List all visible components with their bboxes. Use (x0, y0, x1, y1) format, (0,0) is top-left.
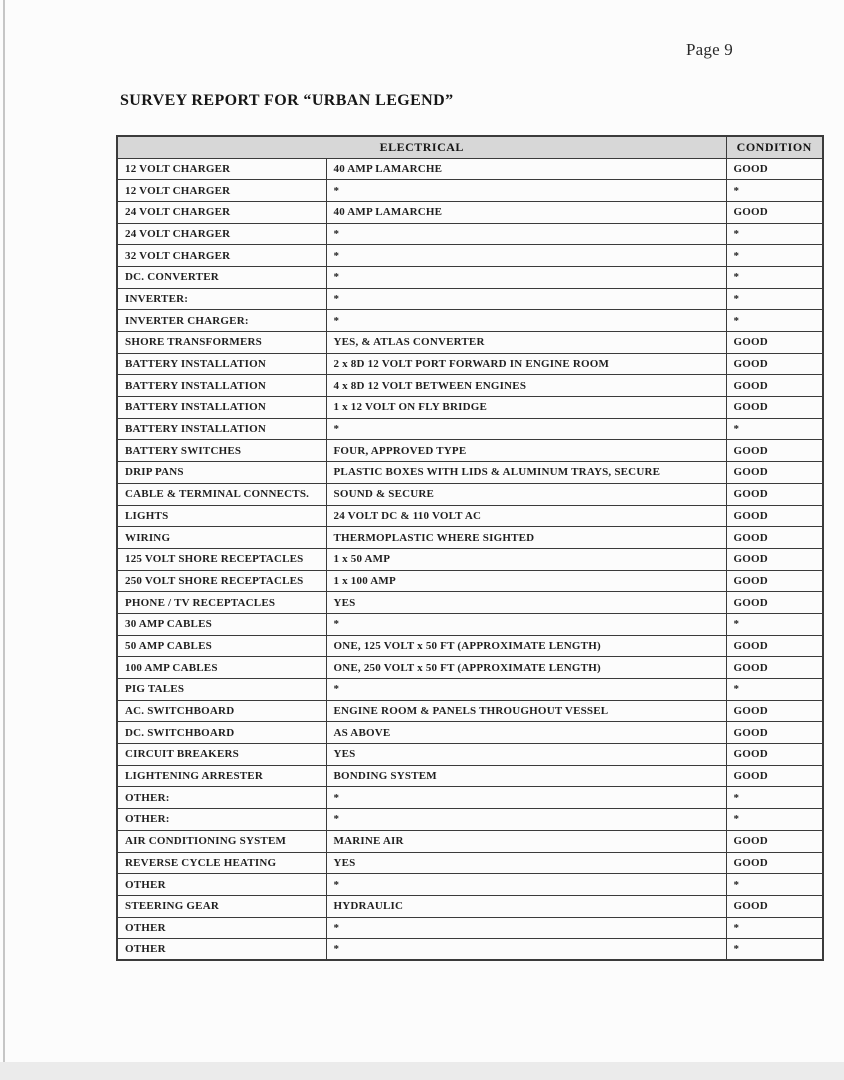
condition-cell: GOOD (726, 462, 823, 484)
description-cell: YES (326, 852, 726, 874)
item-cell: DRIP PANS (117, 462, 326, 484)
table-row (117, 592, 823, 614)
table-row (117, 809, 823, 831)
table-row (117, 939, 823, 961)
condition-cell: GOOD (726, 158, 823, 180)
page-title: SURVEY REPORT FOR “URBAN LEGEND” (120, 92, 454, 109)
table-row (117, 310, 823, 332)
item-cell: LIGHTENING ARRESTER (117, 765, 326, 787)
condition-cell: GOOD (726, 527, 823, 549)
description-cell: * (326, 679, 726, 701)
condition-cell: GOOD (726, 483, 823, 505)
condition-cell: GOOD (726, 635, 823, 657)
condition-cell: * (726, 310, 823, 332)
table-body (117, 158, 823, 960)
item-cell: CABLE & TERMINAL CONNECTS. (117, 483, 326, 505)
description-cell: 1 x 50 AMP (326, 548, 726, 570)
item-cell: REVERSE CYCLE HEATING (117, 852, 326, 874)
scan-bottom-band (0, 1062, 844, 1080)
description-cell: * (326, 874, 726, 896)
item-cell: OTHER (117, 917, 326, 939)
item-cell: OTHER (117, 939, 326, 961)
table-row (117, 201, 823, 223)
condition-cell: GOOD (726, 852, 823, 874)
condition-cell: * (726, 418, 823, 440)
table-row (117, 505, 823, 527)
table-row (117, 548, 823, 570)
item-cell: 30 AMP CABLES (117, 613, 326, 635)
item-cell: OTHER: (117, 787, 326, 809)
description-cell: 1 x 12 VOLT ON FLY BRIDGE (326, 397, 726, 419)
table-row (117, 852, 823, 874)
condition-cell: GOOD (726, 592, 823, 614)
condition-cell: GOOD (726, 765, 823, 787)
table-row (117, 787, 823, 809)
item-cell: BATTERY INSTALLATION (117, 397, 326, 419)
item-cell: INVERTER CHARGER: (117, 310, 326, 332)
condition-cell: * (726, 874, 823, 896)
table-row (117, 570, 823, 592)
table-row (117, 613, 823, 635)
description-cell: * (326, 917, 726, 939)
item-cell: STEERING GEAR (117, 895, 326, 917)
description-cell: SOUND & SECURE (326, 483, 726, 505)
item-cell: BATTERY INSTALLATION (117, 375, 326, 397)
condition-cell: GOOD (726, 397, 823, 419)
table-row (117, 635, 823, 657)
condition-cell: * (726, 266, 823, 288)
item-cell: OTHER: (117, 809, 326, 831)
description-cell: * (326, 939, 726, 961)
item-cell: DC. CONVERTER (117, 266, 326, 288)
condition-cell: * (726, 809, 823, 831)
description-cell: * (326, 418, 726, 440)
table-row (117, 830, 823, 852)
condition-cell: GOOD (726, 722, 823, 744)
table-row (117, 722, 823, 744)
condition-cell: * (726, 613, 823, 635)
description-cell: * (326, 809, 726, 831)
condition-cell: GOOD (726, 353, 823, 375)
condition-cell: GOOD (726, 830, 823, 852)
condition-cell: GOOD (726, 657, 823, 679)
condition-cell: GOOD (726, 201, 823, 223)
description-cell: YES (326, 744, 726, 766)
item-cell: AIR CONDITIONING SYSTEM (117, 830, 326, 852)
condition-cell: * (726, 917, 823, 939)
description-cell: 40 AMP LAMARCHE (326, 201, 726, 223)
condition-cell: GOOD (726, 375, 823, 397)
description-cell: ONE, 250 VOLT x 50 FT (APPROXIMATE LENGTH) (326, 657, 726, 679)
item-cell: OTHER (117, 874, 326, 896)
description-cell: * (326, 288, 726, 310)
scan-left-edge (3, 0, 5, 1080)
table-row (117, 180, 823, 202)
page-number: Page 9 (686, 40, 733, 59)
description-cell: YES, & ATLAS CONVERTER (326, 332, 726, 354)
item-cell: CIRCUIT BREAKERS (117, 744, 326, 766)
item-cell: SHORE TRANSFORMERS (117, 332, 326, 354)
column-header-condition: CONDITION (726, 136, 823, 158)
condition-cell: * (726, 679, 823, 701)
description-cell: PLASTIC BOXES WITH LIDS & ALUMINUM TRAYS, SECURE (326, 462, 726, 484)
description-cell: 24 VOLT DC & 110 VOLT AC (326, 505, 726, 527)
description-cell: 1 x 100 AMP (326, 570, 726, 592)
electrical-survey-table (116, 135, 824, 961)
condition-cell: GOOD (726, 744, 823, 766)
description-cell: 4 x 8D 12 VOLT BETWEEN ENGINES (326, 375, 726, 397)
table-row (117, 765, 823, 787)
condition-cell: GOOD (726, 440, 823, 462)
description-cell: * (326, 180, 726, 202)
item-cell: PIG TALES (117, 679, 326, 701)
item-cell: 12 VOLT CHARGER (117, 180, 326, 202)
item-cell: LIGHTS (117, 505, 326, 527)
table-row (117, 375, 823, 397)
description-cell: ENGINE ROOM & PANELS THROUGHOUT VESSEL (326, 700, 726, 722)
table-row (117, 440, 823, 462)
item-cell: 125 VOLT SHORE RECEPTACLES (117, 548, 326, 570)
section-header-electrical: ELECTRICAL (117, 136, 726, 158)
table-row (117, 223, 823, 245)
condition-cell: GOOD (726, 570, 823, 592)
item-cell: AC. SWITCHBOARD (117, 700, 326, 722)
table-row (117, 744, 823, 766)
condition-cell: * (726, 180, 823, 202)
table-row (117, 700, 823, 722)
condition-cell: GOOD (726, 332, 823, 354)
table-row (117, 245, 823, 267)
item-cell: 24 VOLT CHARGER (117, 223, 326, 245)
description-cell: * (326, 613, 726, 635)
table-row (117, 483, 823, 505)
condition-cell: * (726, 939, 823, 961)
item-cell: 12 VOLT CHARGER (117, 158, 326, 180)
table-row (117, 418, 823, 440)
description-cell: AS ABOVE (326, 722, 726, 744)
description-cell: FOUR, APPROVED TYPE (326, 440, 726, 462)
description-cell: YES (326, 592, 726, 614)
table-row (117, 332, 823, 354)
item-cell: 24 VOLT CHARGER (117, 201, 326, 223)
table-row (117, 895, 823, 917)
item-cell: 32 VOLT CHARGER (117, 245, 326, 267)
condition-cell: * (726, 787, 823, 809)
item-cell: BATTERY INSTALLATION (117, 418, 326, 440)
description-cell: 40 AMP LAMARCHE (326, 158, 726, 180)
item-cell: INVERTER: (117, 288, 326, 310)
condition-cell: * (726, 245, 823, 267)
description-cell: * (326, 245, 726, 267)
condition-cell: GOOD (726, 700, 823, 722)
description-cell: ONE, 125 VOLT x 50 FT (APPROXIMATE LENGTH) (326, 635, 726, 657)
item-cell: BATTERY SWITCHES (117, 440, 326, 462)
item-cell: DC. SWITCHBOARD (117, 722, 326, 744)
table-row (117, 917, 823, 939)
table-row (117, 353, 823, 375)
description-cell: 2 x 8D 12 VOLT PORT FORWARD IN ENGINE ROOM (326, 353, 726, 375)
table-row (117, 527, 823, 549)
item-cell: 250 VOLT SHORE RECEPTACLES (117, 570, 326, 592)
table-header-row (117, 136, 823, 158)
condition-cell: GOOD (726, 548, 823, 570)
item-cell: 50 AMP CABLES (117, 635, 326, 657)
condition-cell: GOOD (726, 505, 823, 527)
description-cell: * (326, 787, 726, 809)
table-row (117, 397, 823, 419)
description-cell: BONDING SYSTEM (326, 765, 726, 787)
description-cell: THERMOPLASTIC WHERE SIGHTED (326, 527, 726, 549)
description-cell: * (326, 266, 726, 288)
description-cell: MARINE AIR (326, 830, 726, 852)
description-cell: * (326, 310, 726, 332)
condition-cell: * (726, 288, 823, 310)
condition-cell: GOOD (726, 895, 823, 917)
item-cell: 100 AMP CABLES (117, 657, 326, 679)
table-row (117, 462, 823, 484)
table-row (117, 874, 823, 896)
table-row (117, 266, 823, 288)
table-row (117, 288, 823, 310)
item-cell: PHONE / TV RECEPTACLES (117, 592, 326, 614)
table-row (117, 657, 823, 679)
table-row (117, 679, 823, 701)
item-cell: WIRING (117, 527, 326, 549)
description-cell: HYDRAULIC (326, 895, 726, 917)
item-cell: BATTERY INSTALLATION (117, 353, 326, 375)
description-cell: * (326, 223, 726, 245)
table-row (117, 158, 823, 180)
condition-cell: * (726, 223, 823, 245)
